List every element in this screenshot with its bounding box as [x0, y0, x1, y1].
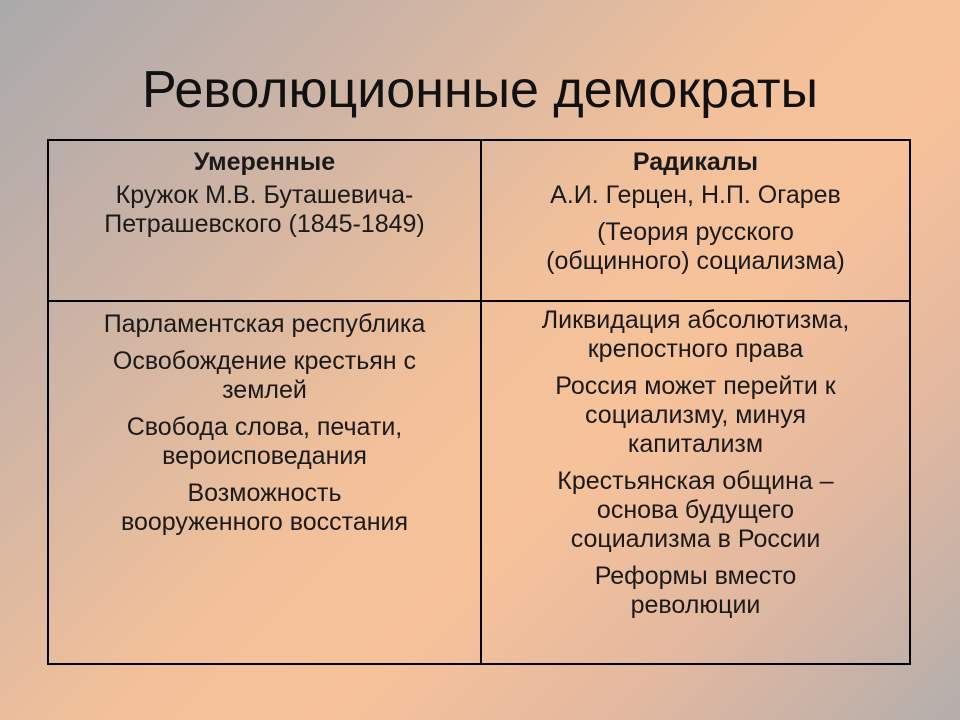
comparison-table — [47, 139, 911, 665]
list-item-line: Освобождение крестьян с — [112, 347, 417, 375]
moderates-header-cell — [49, 147, 480, 297]
list-item-line: Парламентская республика — [103, 310, 426, 338]
list-item-line: капитализм — [627, 430, 764, 458]
moderates-header: Умеренные — [193, 148, 336, 176]
list-item-line: Ликвидация абсолютизма, — [541, 306, 850, 334]
radicals-program-cell — [482, 306, 909, 662]
list-item-line: Свобода слова, печати, — [126, 413, 403, 441]
table-row-divider — [49, 300, 909, 302]
list-item — [486, 467, 905, 554]
radicals-theory-line: (общинного) социализма) — [546, 247, 845, 275]
list-item-line: Россия может перейти к — [555, 372, 836, 400]
list-item — [486, 306, 905, 364]
moderates-intro-line: Петрашевского (1845-1849) — [104, 210, 425, 238]
moderates-intro-line: Кружок М.В. Буташевича- — [115, 181, 414, 209]
list-item — [53, 479, 476, 537]
radicals-header-cell — [482, 147, 909, 297]
list-item — [486, 562, 905, 620]
list-item-line: вооруженного восстания — [120, 508, 409, 536]
radicals-names: А.И. Герцен, Н.П. Огарев — [550, 181, 841, 209]
radicals-theory — [486, 218, 905, 276]
list-item — [53, 347, 476, 405]
list-item-line: крепостного права — [587, 335, 804, 363]
list-item-line: социализму, минуя — [585, 401, 806, 429]
list-item-line: вероисповедания — [162, 442, 367, 470]
slide-title: Революционные демократы — [142, 61, 818, 119]
list-item — [53, 310, 476, 339]
list-item-line: землей — [222, 376, 307, 404]
list-item — [486, 372, 905, 459]
list-item-line: Реформы вместо — [594, 562, 797, 590]
list-item — [53, 413, 476, 471]
moderates-program-cell — [49, 310, 480, 660]
moderates-intro — [53, 181, 476, 239]
list-item-line: революции — [630, 591, 761, 619]
list-item-line: Возможность — [187, 479, 342, 507]
list-item-line: основа будущего — [596, 496, 795, 524]
list-item-line: социализма в России — [570, 525, 821, 553]
radicals-theory-line: (Теория русского — [597, 218, 794, 246]
list-item-line: Крестьянская община – — [557, 467, 834, 495]
radicals-header: Радикалы — [632, 148, 759, 176]
